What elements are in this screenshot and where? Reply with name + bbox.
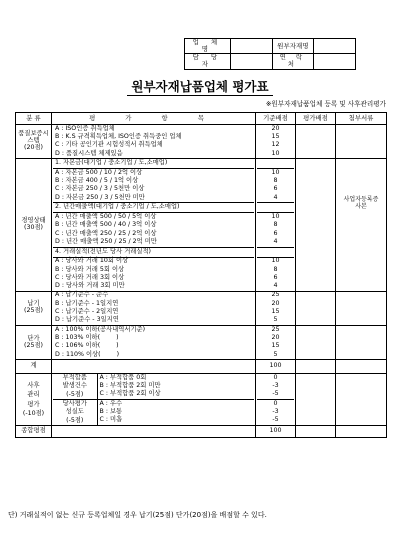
list-item: B : 보통	[99, 408, 123, 415]
sincerity-subcategory: 당사평가 성실도 (-5점)	[53, 400, 97, 425]
list-item: D : 품질시스템 체제있음	[55, 149, 123, 157]
delivery-points: 25 20 15 5	[256, 291, 296, 325]
list-item: D : 110% 이상( )	[55, 350, 120, 358]
management-points: 10 8 6 4 10 8 6 4 10 8 6 4	[256, 159, 296, 292]
list-item: A : 자본금 500 / 10 / 2억 이상	[55, 168, 143, 176]
price-category: 단가 (25점)	[16, 325, 52, 359]
quality-items	[52, 125, 256, 159]
list-item: A : 당사와 거래 10회 이상	[55, 257, 129, 265]
page-title: 원부자재납품업체 평가표	[0, 77, 400, 95]
management-category: 경영상태 (30점)	[16, 159, 52, 292]
list-item: B : 자본금 400 / 5 / 1억 이상	[55, 177, 139, 185]
list-item: A : ISO인증 취득업체	[55, 124, 115, 132]
list-item: C : 납기준수 - 2일지연	[55, 308, 119, 316]
price-score-field[interactable]	[296, 325, 336, 359]
delivery-docs	[336, 291, 387, 325]
price-items	[52, 325, 256, 359]
after-category: 사후 관리 평가 (-10점)	[16, 374, 52, 426]
quality-points: 20 15 12 10	[256, 125, 296, 159]
list-item: A : 년간 매출액 500 / 50 / 5억 이상	[55, 213, 157, 221]
contact-field[interactable]	[314, 54, 356, 69]
after-score-field[interactable]	[296, 374, 336, 426]
delivery-category: 납기 (25점)	[16, 291, 52, 325]
list-item: A : 납기준수 - 준수	[55, 291, 109, 299]
defect-subcategory: 부적합품 발생건수 (-5점)	[53, 374, 97, 399]
list-item: A : 100% 이하(공사내역서기준)	[55, 325, 146, 333]
list-item: B : 103% 이하( )	[55, 333, 119, 341]
price-points: 25 20 15 5	[256, 325, 296, 359]
quality-score-field[interactable]	[296, 125, 336, 159]
contact-label: 연 락 처	[272, 54, 314, 69]
delivery-items	[52, 291, 256, 325]
list-item: B : 납기준수 - 1일지연	[55, 299, 119, 307]
vendor-info-table	[184, 38, 356, 70]
list-item: C : 부적합품 2회 이상	[53, 391, 254, 400]
delivery-score-field[interactable]	[296, 291, 336, 325]
list-item: B : 당사와 거래 5회 이상	[55, 265, 125, 273]
total-points: 100	[256, 425, 296, 437]
delivery-section	[16, 291, 387, 325]
after-docs	[336, 374, 387, 426]
price-docs	[336, 325, 387, 359]
list-item: C : 년간 매출액 250 / 25 / 2억 이상	[55, 229, 157, 237]
quality-section	[16, 125, 387, 159]
after-items	[52, 374, 256, 426]
person-label: 담 당 자	[185, 54, 231, 69]
after-management-section	[16, 374, 387, 426]
list-item: C : 미흡	[99, 416, 123, 424]
list-item: B : 년간 매출액 500 / 40 / 3억 이상	[55, 221, 157, 229]
list-item: B : K.S 규격획득업체, ISO인증 취득중인 업체	[55, 132, 182, 140]
management-score-field[interactable]	[296, 159, 336, 292]
list-item: D : 납기준수 - 3일지연	[55, 316, 119, 324]
col-docs: 첨부서류	[336, 113, 387, 125]
price-section	[16, 325, 387, 359]
quality-category: 품질보증시 스템 (20점)	[16, 125, 52, 159]
table-header-row	[16, 113, 387, 125]
capital-group-title: 1. 자본금(대기업 / 중소기업 / 도,소매업)	[53, 159, 254, 169]
col-score: 평가배점	[296, 113, 336, 125]
page-subtitle: ※원부자재납품업체 등록 및 사후관리평가	[265, 100, 386, 108]
sales-group-title: 2. 년간매출액(대기업 / 중소기업 / 도,소매업)	[53, 203, 254, 213]
total-row	[16, 425, 387, 437]
col-category: 분 류	[16, 113, 52, 125]
subtotal-points: 100	[256, 360, 296, 374]
evaluation-table	[15, 112, 387, 438]
list-item: C : 기타 공인기관 시험성적서 취득업체	[55, 141, 163, 149]
footer-note: 단) 거래실적이 없는 신규 등록업체일 경우 납기(25점) 단가(20점)을 배점할 수 있다.	[8, 511, 267, 519]
list-item: C : 당사와 거래 3회 이상	[55, 273, 125, 281]
list-item: C : 106% 이하( )	[55, 342, 119, 350]
management-section	[16, 159, 387, 292]
after-points: 0 -3 -5 0 -3 -5	[256, 374, 296, 426]
list-item: D : 자본금 250 / 3 / 5천만 미만	[53, 194, 254, 203]
subtotal-row	[16, 360, 387, 374]
col-items: 평 가 항 목	[52, 113, 256, 125]
subtotal-score-field[interactable]	[296, 360, 336, 374]
quality-docs	[336, 125, 387, 159]
subtotal-label: 계	[16, 360, 52, 374]
list-item: B : 부적합품 2회 미만	[99, 382, 161, 390]
management-items	[52, 159, 256, 292]
trade-group-title: 4. 거래실적(전년도 당사 거래실적)	[53, 247, 254, 257]
list-item: D : 당사와 거래 3회 미만	[55, 282, 125, 290]
company-name-label: 업 체 명	[185, 39, 231, 54]
company-name-field[interactable]	[230, 39, 272, 54]
list-item: 부적합품 발생건수 (-5점) A : 부적합품 0회	[53, 374, 254, 382]
part-name-field[interactable]	[314, 39, 356, 54]
total-label: 종합평점	[16, 425, 52, 437]
part-name-label: 원부자재명	[272, 39, 314, 54]
list-item: C : 자본금 250 / 3 / 5천만 이상	[55, 185, 145, 193]
col-base: 기준배점	[256, 113, 296, 125]
list-item: D : 년간 매출액 250 / 25 / 2억 미만	[53, 238, 254, 247]
person-field[interactable]	[230, 54, 272, 69]
list-item: 당사평가 성실도 (-5점) A : 우수	[53, 400, 254, 409]
total-score-field[interactable]	[296, 425, 336, 437]
management-docs: 사업자등록증 사본	[336, 159, 387, 292]
